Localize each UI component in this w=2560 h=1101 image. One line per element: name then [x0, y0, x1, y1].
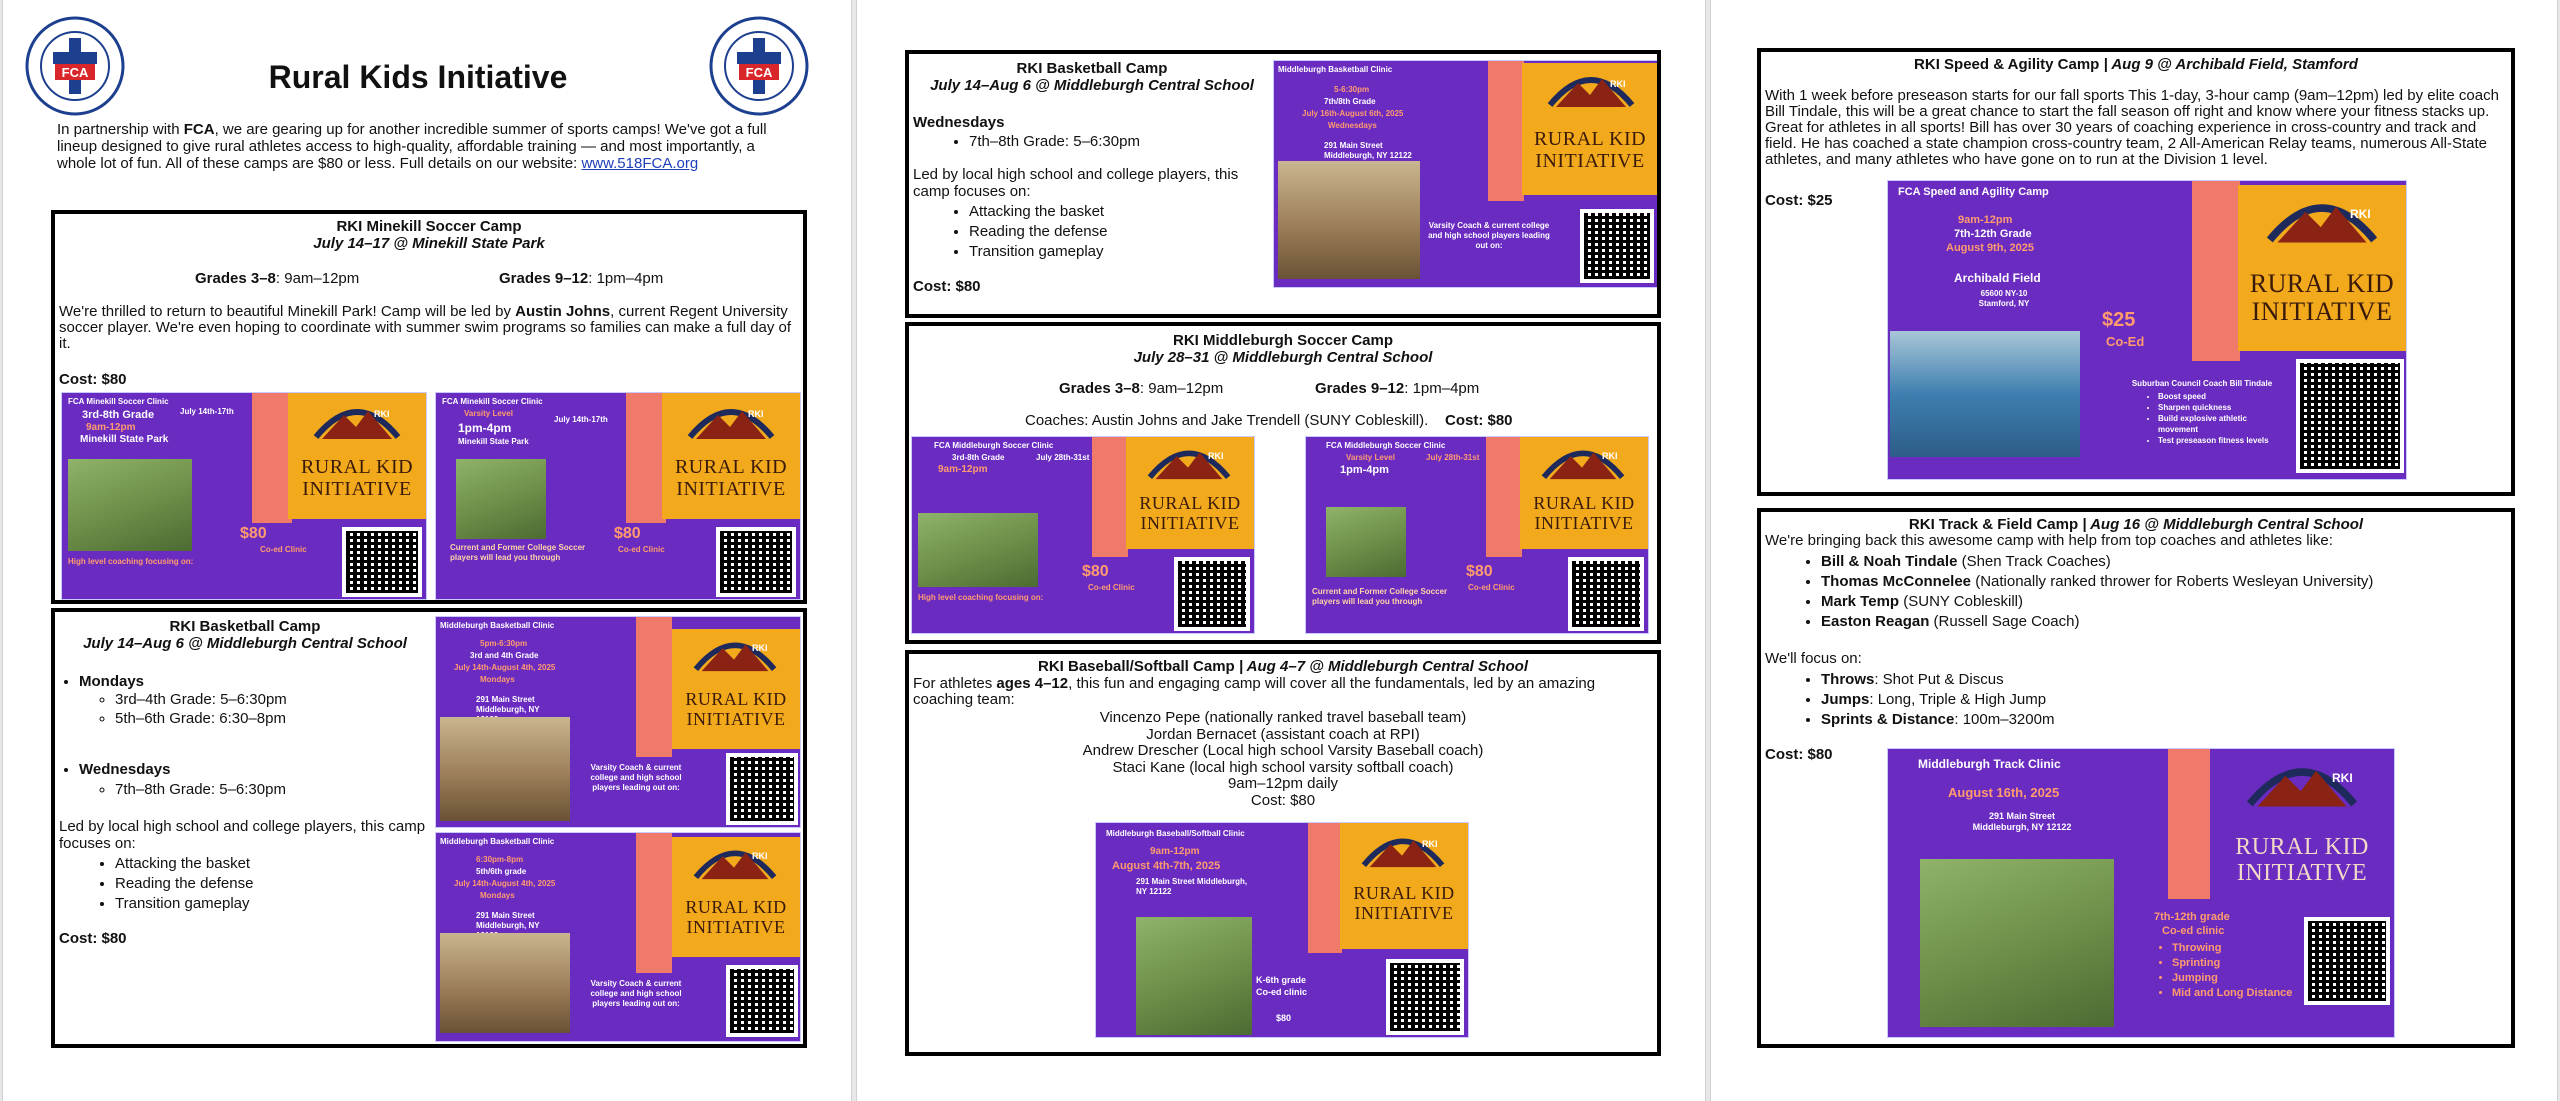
section-cost: Cost: $80 — [1445, 412, 1513, 429]
basketball-photo — [1278, 161, 1420, 279]
section-cost: Cost: $25 — [1765, 192, 1833, 209]
track-field-section — [1757, 508, 2515, 1048]
section-description: With 1 week before preseason starts for our fall sports This 1-day, 3-hour camp (9am–12pm) led by elite coach Bill Tindale, this will be a great chance to start the fall season off right and know where your fitness stacks up. Great for athletes in all sports! Bill has over 30 years of coaching experience in cross-country and track and field. He has coached a state champion cross-country team, 2 All-American Relay teams, numerous All-State athletes, and many athletes who have gone on to run at the Division 1 level. — [1765, 87, 2499, 168]
soccer-photo — [456, 459, 546, 539]
basketball-section — [51, 608, 807, 1048]
section-dates: | Aug 16 @ Middleburgh Central School — [2078, 516, 2364, 533]
fca-mark: FCA — [745, 65, 773, 80]
page-2 — [856, 0, 1706, 1101]
brand-line-1: RURAL KID — [300, 456, 414, 478]
soccer-photo — [68, 459, 192, 551]
minekill-flyer-b: RKI RURAL KID INITIATIVE FCA Minekill Soccer Clinic Varsity Level 1pm-4pm Minekill State Park July 14th-17th $80 Co-ed Clinic Current and Former College Soccer players will lead you through — [435, 392, 801, 600]
fca-logo-left — [25, 16, 125, 116]
section-intro: We're bringing back this awesome camp with help from top coaches and athletes like: — [1765, 532, 2333, 549]
qr-code-icon[interactable] — [726, 965, 798, 1037]
section-cost: Cost: $80 — [59, 371, 127, 388]
qr-code-icon[interactable] — [726, 753, 798, 825]
mountain-logo-icon — [312, 397, 402, 441]
minekill-soccer-section — [51, 210, 807, 604]
section-description: Led by local high school and college players, this camp focuses on: — [913, 166, 1239, 200]
basketball-flyer-a: RKI RURAL KID INITIATIVE Middleburgh Basketball Clinic 5pm-6:30pm 3rd and 4th Grade July 14th-August 4th, 2025 Mondays 291 Main Street Middleburgh, NY Varsity Coach & current college and high school players leading out on: — [435, 616, 801, 828]
section-title: RKI Basketball Camp — [169, 618, 321, 635]
qr-code-icon[interactable] — [2296, 359, 2404, 473]
wednesdays-items: ◦ 7th–8th Grade: 5–6:30pm — [95, 780, 286, 799]
section-heading — [1761, 56, 2511, 74]
section-dates: July 28–31 @ Middleburgh Central School — [1133, 349, 1433, 366]
section-dates: July 14–Aug 6 @ Middleburgh Central School — [83, 635, 407, 652]
grades-9-12: Grades 9–12: 1pm–4pm — [499, 270, 664, 287]
qr-code-icon[interactable] — [1174, 557, 1250, 631]
track-focus-list: • Throwing • Sprinting • Jumping • Mid and Long Distance — [2152, 941, 2292, 1001]
grades-3-8: Grades 3–8: 9am–12pm — [195, 270, 360, 287]
basketball-flyer-c: RKI RURAL KID INITIATIVE Middleburgh Basketball Clinic 5-6:30pm 7th/8th Grade July 16th-August 6th, 2025 Wednesdays 291 Main Street Middleburgh, NY 12122 Varsity Coach & current college and high school players leading out on: — [1273, 60, 1659, 288]
section-title: RKI Basketball Camp — [1016, 60, 1168, 77]
intro-text-a: In partnership with — [57, 121, 184, 138]
qr-code-icon[interactable] — [716, 527, 796, 597]
middleburgh-soccer-flyer-b: RKI RURAL KID INITIATIVE FCA Middleburgh Soccer Clinic Varsity Level 1pm-4pm July 28th-31st $80 Co-ed Clinic Current and Former College Soccer players will lead you through — [1305, 436, 1649, 634]
intro-paragraph — [57, 121, 797, 172]
track-photo — [1920, 859, 2114, 1027]
section-title: RKI Middleburgh Soccer Camp — [1172, 332, 1394, 349]
section-description: For athletes ages 4–12, this fun and engaging camp will cover all the fundamentals, led by an amazing coaching team: — [913, 675, 1596, 708]
section-dates: July 14–17 @ Minekill State Park — [313, 235, 545, 252]
qr-code-icon[interactable] — [2304, 917, 2390, 1005]
page-3 — [1710, 0, 2558, 1101]
section-dates: | Aug 4–7 @ Middleburgh Central School — [1234, 658, 1528, 675]
wednesdays-label: Wednesdays — [913, 114, 1005, 131]
fca-logo-right — [709, 16, 809, 116]
speed-focus-list: • Boost speed • Sharpen quickness • Build explosive athletic movement • Test preseason fitness levels — [2138, 391, 2288, 446]
section-dates: | Aug 9 @ Archibald Field, Stamford — [2099, 56, 2358, 73]
focus-list: • Attacking the basket • Reading the defense • Transition gameplay — [95, 854, 253, 914]
track-photo — [1890, 331, 2080, 457]
focus-list: • Attacking the basket • Reading the defense • Transition gameplay — [949, 202, 1107, 262]
baseball-softball-section — [905, 650, 1661, 1056]
mondays-items: ◦ 3rd–4th Grade: 5–6:30pm ◦ 5th–6th Grade: 6:30–8pm — [95, 690, 287, 728]
qr-code-icon[interactable] — [1580, 209, 1654, 283]
basketball-photo — [440, 717, 570, 821]
mountain-logo-icon — [686, 397, 776, 441]
qr-code-icon[interactable] — [1568, 557, 1644, 631]
intro-text-b: , we are gearing up for another incredible summer of sports camps! We've got a full lineup designed to give rural athletes access to high-quality, affordable training — and most importantly, a whole lot of fun. All of these camps are $80 or less. Full details on our website: — [57, 121, 767, 172]
basketball-flyer-b: RKI RURAL KID INITIATIVE Middleburgh Basketball Clinic 6:30pm-8pm 5th/6th grade July 14th-August 4th, 2025 Mondays 291 Main Street Middleburgh, NY Varsity Coach & current college and high school players leading out on: — [435, 832, 801, 1042]
section-heading — [909, 658, 1657, 676]
coaches-list: • Bill & Noah Tindale (Shen Track Coaches) • Thomas McConnelee (Nationally ranked thrower for Roberts Wesleyan University) • Mark Temp (SUNY Cobleskill) • Easton Reagan (Russell Sage Coach) — [1801, 552, 2373, 632]
qr-code-icon[interactable] — [342, 527, 422, 597]
track-flyer: RKI RURAL KID INITIATIVE Middleburgh Track Clinic August 16th, 2025 291 Main Street Middleburgh, NY 12122 7th-12th grade Co-ed clinic • Throwing • Sprinting • Jumping • Mid and Long Distance — [1887, 748, 2395, 1038]
section-description: Led by local high school and college players, this camp focuses on: — [59, 818, 426, 852]
website-link[interactable]: www.518FCA.org — [581, 155, 699, 172]
coaching-team: Vincenzo Pepe (nationally ranked travel baseball team) Jordan Bernacet (assistant coach at RPI) Andrew Drescher (Local high school Varsity Baseball coach) Staci Kane (local high school varsity softball coach) 9am–12pm daily Cost: $80 — [1082, 709, 1484, 809]
fca-mark: FCA — [61, 65, 89, 80]
baseball-flyer: RKI RURAL KID INITIATIVE Middleburgh Baseball/Softball Clinic 9am-12pm August 4th-7th, 2025 291 Main Street Middleburgh, NY 12122 K-6th grade Co-ed clinic $80 — [1095, 822, 1469, 1038]
qr-code-icon[interactable] — [1386, 959, 1464, 1035]
baseball-photo — [1136, 917, 1252, 1035]
focus-list: • Throws: Shot Put & Discus • Jumps: Long, Triple & High Jump • Sprints & Distance: 100m–3200m — [1801, 670, 2054, 730]
section-cost: Cost: $80 — [59, 930, 127, 947]
soccer-photo — [918, 513, 1038, 587]
intro-fca: FCA — [183, 121, 215, 138]
section-cost: Cost: $80 — [913, 278, 981, 295]
section-title: RKI Track & Field Camp — [1908, 516, 2079, 533]
section-description: We're thrilled to return to beautiful Minekill Park! Camp will be led by Austin Johns, current Regent University soccer player. We're even hoping to coordinate with summer swim programs so families can make a full day of it. — [59, 303, 792, 352]
middleburgh-soccer-flyer-a: RKI RURAL KID INITIATIVE FCA Middleburgh Soccer Clinic 3rd-8th Grade 9am-12pm July 28th-31st $80 Co-ed Clinic High level coaching focusing on: — [911, 436, 1255, 634]
grades-9-12: Grades 9–12: 1pm–4pm — [1315, 380, 1480, 397]
focus-intro: We'll focus on: — [1765, 650, 1862, 667]
soccer-photo — [1326, 507, 1406, 577]
mondays-list: • Mondays — [59, 672, 144, 691]
wednesdays-list: • Wednesdays — [59, 760, 170, 779]
page-1 — [2, 0, 852, 1101]
coaches-line: Coaches: Austin Johns and Jake Trendell (SUNY Cobleskill). — [1025, 412, 1429, 429]
speed-agility-section — [1757, 48, 2515, 496]
wednesdays-items: • 7th–8th Grade: 5–6:30pm — [949, 132, 1140, 151]
section-title: RKI Speed & Agility Camp — [1914, 56, 2100, 73]
section-title: RKI Minekill Soccer Camp — [336, 218, 522, 235]
middleburgh-soccer-section — [905, 322, 1661, 644]
grades-3-8: Grades 3–8: 9am–12pm — [1059, 380, 1224, 397]
page-title: Rural Kids Initiative — [268, 59, 568, 95]
section-cost: Cost: $80 — [1765, 746, 1833, 763]
speed-agility-flyer: RKI RURAL KID INITIATIVE FCA Speed and Agility Camp 9am-12pm 7th-12th Grade August 9th, 2025 Archibald Field 65600 NY-10 Stamford, NY $25 Co-Ed Suburban Council Coach Bill Tindale • Boost speed • Sharpen quickness • Build explosive athletic movement • Test preseason fitness levels — [1887, 180, 2407, 480]
basketball-photo — [440, 933, 570, 1033]
brand-line-2: INITIATIVE — [302, 478, 412, 500]
section-title: RKI Baseball/Softball Camp — [1037, 658, 1235, 675]
basketball-section-2 — [905, 50, 1661, 318]
section-dates: July 14–Aug 6 @ Middleburgh Central School — [930, 77, 1254, 94]
minekill-flyer-a: RKI RURAL KID INITIATIVE FCA Minekill Soccer Clinic 3rd-8th Grade 9am-12pm Minekill State Park July 14th-17th $80 Co-ed Clinic High level coaching focusing on: — [61, 392, 427, 600]
